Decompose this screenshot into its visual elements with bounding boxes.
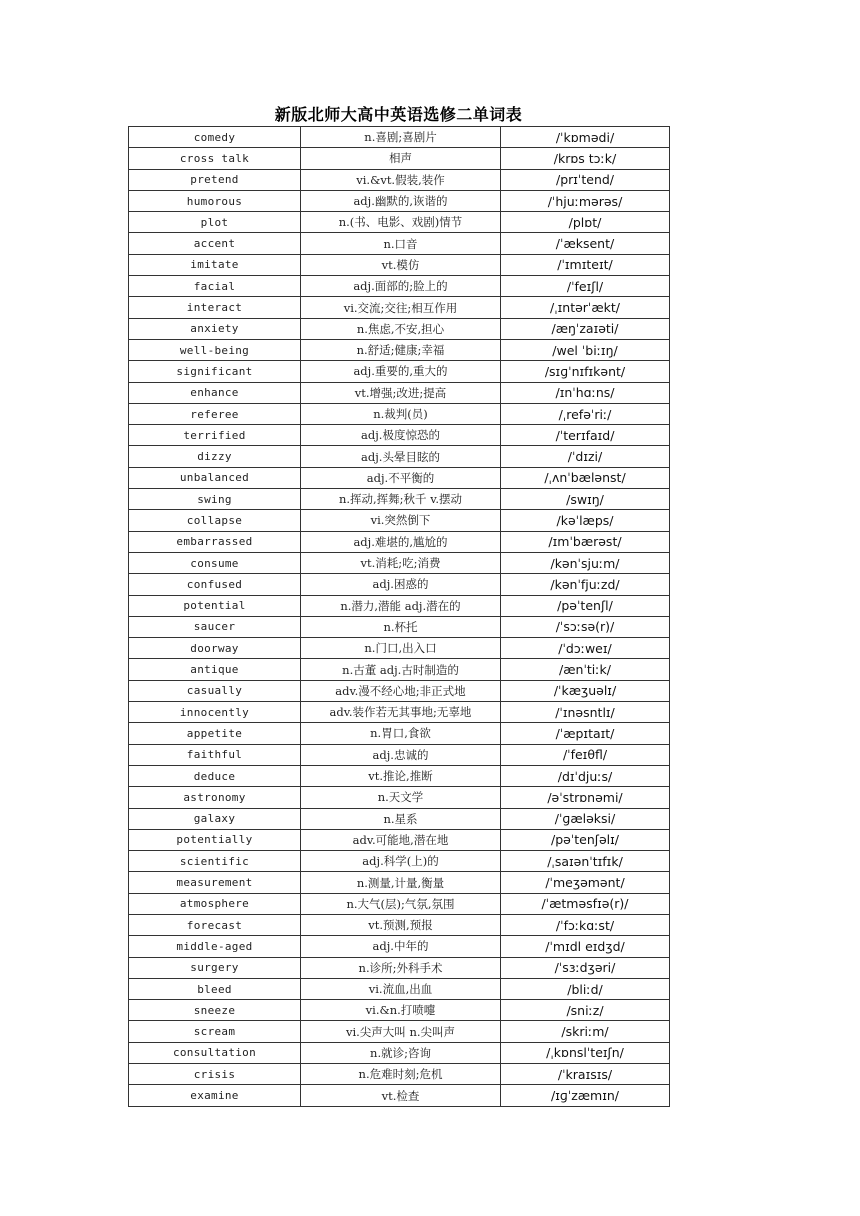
- phonetic-cell: /ˌʌnˈbælənst/: [501, 467, 670, 488]
- word-cell: consume: [129, 552, 301, 573]
- meaning-cell: adj.面部的;脸上的: [301, 276, 501, 297]
- phonetic-cell: /ˈsɔːsə(r)/: [501, 616, 670, 637]
- phonetic-cell: /ɪnˈhɑːns/: [501, 382, 670, 403]
- table-row: [129, 851, 670, 872]
- word-cell: potential: [129, 595, 301, 616]
- phonetic-cell: /ˈɪnəsntlɪ/: [501, 702, 670, 723]
- phonetic-cell: /ˈɪmɪteɪt/: [501, 254, 670, 275]
- meaning-cell: adj.极度惊恐的: [301, 425, 501, 446]
- word-cell: innocently: [129, 702, 301, 723]
- table-row: [129, 872, 670, 893]
- word-cell: plot: [129, 212, 301, 233]
- word-cell: swing: [129, 489, 301, 510]
- meaning-cell: n.星系: [301, 808, 501, 829]
- meaning-cell: adv.漫不经心地;非正式地: [301, 680, 501, 701]
- word-cell: faithful: [129, 744, 301, 765]
- word-cell: crisis: [129, 1064, 301, 1085]
- phonetic-cell: /swɪŋ/: [501, 489, 670, 510]
- table-row: [129, 425, 670, 446]
- meaning-cell: adj.重要的,重大的: [301, 361, 501, 382]
- table-row: [129, 702, 670, 723]
- table-row: [129, 1042, 670, 1063]
- meaning-cell: n.诊所;外科手术: [301, 957, 501, 978]
- word-cell: measurement: [129, 872, 301, 893]
- word-cell: collapse: [129, 510, 301, 531]
- word-cell: cross talk: [129, 148, 301, 169]
- phonetic-cell: /æŋˈzaɪəti/: [501, 318, 670, 339]
- meaning-cell: n.门口,出入口: [301, 638, 501, 659]
- word-cell: scream: [129, 1021, 301, 1042]
- word-cell: bleed: [129, 978, 301, 999]
- phonetic-cell: /ˈætməsfɪə(r)/: [501, 893, 670, 914]
- meaning-cell: 相声: [301, 148, 501, 169]
- word-cell: scientific: [129, 851, 301, 872]
- table-row: [129, 808, 670, 829]
- meaning-cell: vt.预测,预报: [301, 914, 501, 935]
- phonetic-cell: /ˈhjuːmərəs/: [501, 190, 670, 211]
- meaning-cell: n.古董 adj.古时制造的: [301, 659, 501, 680]
- table-row: [129, 297, 670, 318]
- phonetic-cell: /ɪmˈbærəst/: [501, 531, 670, 552]
- table-row: [129, 574, 670, 595]
- table-row: [129, 489, 670, 510]
- word-cell: middle-aged: [129, 936, 301, 957]
- meaning-cell: n.口音: [301, 233, 501, 254]
- table-row: [129, 1021, 670, 1042]
- table-row: [129, 1064, 670, 1085]
- phonetic-cell: /ɪɡˈzæmɪn/: [501, 1085, 670, 1106]
- meaning-cell: n.挥动,挥舞;秋千 v.摆动: [301, 489, 501, 510]
- word-cell: potentially: [129, 829, 301, 850]
- table-row: [129, 190, 670, 211]
- phonetic-cell: /pəˈtenʃl/: [501, 595, 670, 616]
- phonetic-cell: /prɪˈtend/: [501, 169, 670, 190]
- phonetic-cell: /dɪˈdjuːs/: [501, 765, 670, 786]
- phonetic-cell: /ænˈtiːk/: [501, 659, 670, 680]
- phonetic-cell: /kənˈsjuːm/: [501, 552, 670, 573]
- table-row: [129, 403, 670, 424]
- word-cell: surgery: [129, 957, 301, 978]
- table-row: [129, 169, 670, 190]
- meaning-cell: adj.不平衡的: [301, 467, 501, 488]
- meaning-cell: n.裁判(员): [301, 403, 501, 424]
- table-row: [129, 212, 670, 233]
- phonetic-cell: /ˈkæʒuəlɪ/: [501, 680, 670, 701]
- word-cell: atmosphere: [129, 893, 301, 914]
- word-cell: terrified: [129, 425, 301, 446]
- meaning-cell: n.就诊;咨询: [301, 1042, 501, 1063]
- meaning-cell: adj.难堪的,尴尬的: [301, 531, 501, 552]
- table-row: [129, 765, 670, 786]
- phonetic-cell: /skriːm/: [501, 1021, 670, 1042]
- vocabulary-table: [128, 126, 670, 1107]
- word-cell: sneeze: [129, 1000, 301, 1021]
- word-cell: examine: [129, 1085, 301, 1106]
- table-row: [129, 148, 670, 169]
- phonetic-cell: /wel ˈbiːɪŋ/: [501, 339, 670, 360]
- table-row: [129, 467, 670, 488]
- phonetic-cell: /ˈdɔːweɪ/: [501, 638, 670, 659]
- table-row: [129, 914, 670, 935]
- word-cell: comedy: [129, 127, 301, 148]
- word-cell: dizzy: [129, 446, 301, 467]
- phonetic-cell: /ˈmeʒəmənt/: [501, 872, 670, 893]
- word-cell: unbalanced: [129, 467, 301, 488]
- word-cell: humorous: [129, 190, 301, 211]
- table-row: [129, 787, 670, 808]
- table-row: [129, 1000, 670, 1021]
- meaning-cell: n.危难时刻;危机: [301, 1064, 501, 1085]
- phonetic-cell: /kənˈfjuːzd/: [501, 574, 670, 595]
- phonetic-cell: /ˈæpɪtaɪt/: [501, 723, 670, 744]
- table-row: [129, 318, 670, 339]
- word-cell: well-being: [129, 339, 301, 360]
- meaning-cell: adj.科学(上)的: [301, 851, 501, 872]
- phonetic-cell: /ˌɪntərˈækt/: [501, 297, 670, 318]
- meaning-cell: n.测量,计量,衡量: [301, 872, 501, 893]
- word-cell: anxiety: [129, 318, 301, 339]
- meaning-cell: adj.幽默的,诙谐的: [301, 190, 501, 211]
- word-cell: doorway: [129, 638, 301, 659]
- meaning-cell: vt.检查: [301, 1085, 501, 1106]
- phonetic-cell: /ˌrefəˈriː/: [501, 403, 670, 424]
- table-row: [129, 361, 670, 382]
- table-row: [129, 254, 670, 275]
- meaning-cell: n.胃口,食欲: [301, 723, 501, 744]
- meaning-cell: vi.交流;交往;相互作用: [301, 297, 501, 318]
- word-cell: saucer: [129, 616, 301, 637]
- table-row: [129, 1085, 670, 1106]
- phonetic-cell: /sniːz/: [501, 1000, 670, 1021]
- meaning-cell: vi.流血,出血: [301, 978, 501, 999]
- phonetic-cell: /pəˈtenʃəlɪ/: [501, 829, 670, 850]
- word-cell: antique: [129, 659, 301, 680]
- table-row: [129, 723, 670, 744]
- table-row: [129, 382, 670, 403]
- word-cell: astronomy: [129, 787, 301, 808]
- meaning-cell: vt.模仿: [301, 254, 501, 275]
- phonetic-cell: /ˈdɪzi/: [501, 446, 670, 467]
- meaning-cell: adj.中年的: [301, 936, 501, 957]
- phonetic-cell: /ˈsɜːdʒəri/: [501, 957, 670, 978]
- meaning-cell: n.喜剧;喜剧片: [301, 127, 501, 148]
- meaning-cell: adj.困惑的: [301, 574, 501, 595]
- meaning-cell: n.杯托: [301, 616, 501, 637]
- meaning-cell: n.(书、电影、戏剧)情节: [301, 212, 501, 233]
- meaning-cell: vi.&vt.假装,装作: [301, 169, 501, 190]
- phonetic-cell: /plɒt/: [501, 212, 670, 233]
- table-row: [129, 127, 670, 148]
- table-row: [129, 744, 670, 765]
- table-row: [129, 233, 670, 254]
- word-cell: appetite: [129, 723, 301, 744]
- word-cell: accent: [129, 233, 301, 254]
- meaning-cell: vt.消耗;吃;消费: [301, 552, 501, 573]
- meaning-cell: adj.头晕目眩的: [301, 446, 501, 467]
- word-cell: interact: [129, 297, 301, 318]
- table-row: [129, 510, 670, 531]
- phonetic-cell: /krɒs tɔːk/: [501, 148, 670, 169]
- meaning-cell: vt.推论,推断: [301, 765, 501, 786]
- word-cell: deduce: [129, 765, 301, 786]
- phonetic-cell: /ˈkɒmədi/: [501, 127, 670, 148]
- page-title: 新版北师大高中英语选修二单词表: [274, 105, 523, 124]
- phonetic-cell: /sɪɡˈnɪfɪkənt/: [501, 361, 670, 382]
- word-cell: galaxy: [129, 808, 301, 829]
- word-cell: referee: [129, 403, 301, 424]
- phonetic-cell: /əˈstrɒnəmi/: [501, 787, 670, 808]
- word-cell: consultation: [129, 1042, 301, 1063]
- table-row: [129, 829, 670, 850]
- word-cell: significant: [129, 361, 301, 382]
- meaning-cell: n.大气(层);气氛,氛围: [301, 893, 501, 914]
- table-row: [129, 978, 670, 999]
- word-cell: casually: [129, 680, 301, 701]
- meaning-cell: vi.突然倒下: [301, 510, 501, 531]
- word-cell: confused: [129, 574, 301, 595]
- phonetic-cell: /ˈfɔːkɑːst/: [501, 914, 670, 935]
- table-row: [129, 552, 670, 573]
- meaning-cell: n.天文学: [301, 787, 501, 808]
- table-row: [129, 595, 670, 616]
- word-cell: facial: [129, 276, 301, 297]
- table-row: [129, 957, 670, 978]
- table-row: [129, 276, 670, 297]
- phonetic-cell: /ˈɡæləksi/: [501, 808, 670, 829]
- word-cell: forecast: [129, 914, 301, 935]
- table-row: [129, 339, 670, 360]
- phonetic-cell: /ˈfeɪθfl/: [501, 744, 670, 765]
- word-cell: pretend: [129, 169, 301, 190]
- meaning-cell: adj.忠诚的: [301, 744, 501, 765]
- word-cell: imitate: [129, 254, 301, 275]
- meaning-cell: n.舒适;健康;幸福: [301, 339, 501, 360]
- phonetic-cell: /ˌkɒnslˈteɪʃn/: [501, 1042, 670, 1063]
- phonetic-cell: /ˈfeɪʃl/: [501, 276, 670, 297]
- phonetic-cell: /ˈkraɪsɪs/: [501, 1064, 670, 1085]
- table-row: [129, 616, 670, 637]
- meaning-cell: n.焦虑,不安,担心: [301, 318, 501, 339]
- table-row: [129, 936, 670, 957]
- word-cell: embarrassed: [129, 531, 301, 552]
- phonetic-cell: /kəˈlæps/: [501, 510, 670, 531]
- meaning-cell: vi.&n.打喷嚏: [301, 1000, 501, 1021]
- meaning-cell: adv.装作若无其事地;无辜地: [301, 702, 501, 723]
- table-row: [129, 680, 670, 701]
- meaning-cell: n.潜力,潜能 adj.潜在的: [301, 595, 501, 616]
- meaning-cell: adv.可能地,潜在地: [301, 829, 501, 850]
- phonetic-cell: /ˈæksent/: [501, 233, 670, 254]
- meaning-cell: vt.增强;改进;提高: [301, 382, 501, 403]
- vocabulary-table-body: [129, 127, 670, 1107]
- table-row: [129, 531, 670, 552]
- phonetic-cell: /bliːd/: [501, 978, 670, 999]
- table-row: [129, 893, 670, 914]
- phonetic-cell: /ˈterɪfaɪd/: [501, 425, 670, 446]
- word-cell: enhance: [129, 382, 301, 403]
- phonetic-cell: /ˈmɪdl eɪdʒd/: [501, 936, 670, 957]
- table-row: [129, 638, 670, 659]
- meaning-cell: vi.尖声大叫 n.尖叫声: [301, 1021, 501, 1042]
- table-row: [129, 659, 670, 680]
- table-row: [129, 446, 670, 467]
- phonetic-cell: /ˌsaɪənˈtɪfɪk/: [501, 851, 670, 872]
